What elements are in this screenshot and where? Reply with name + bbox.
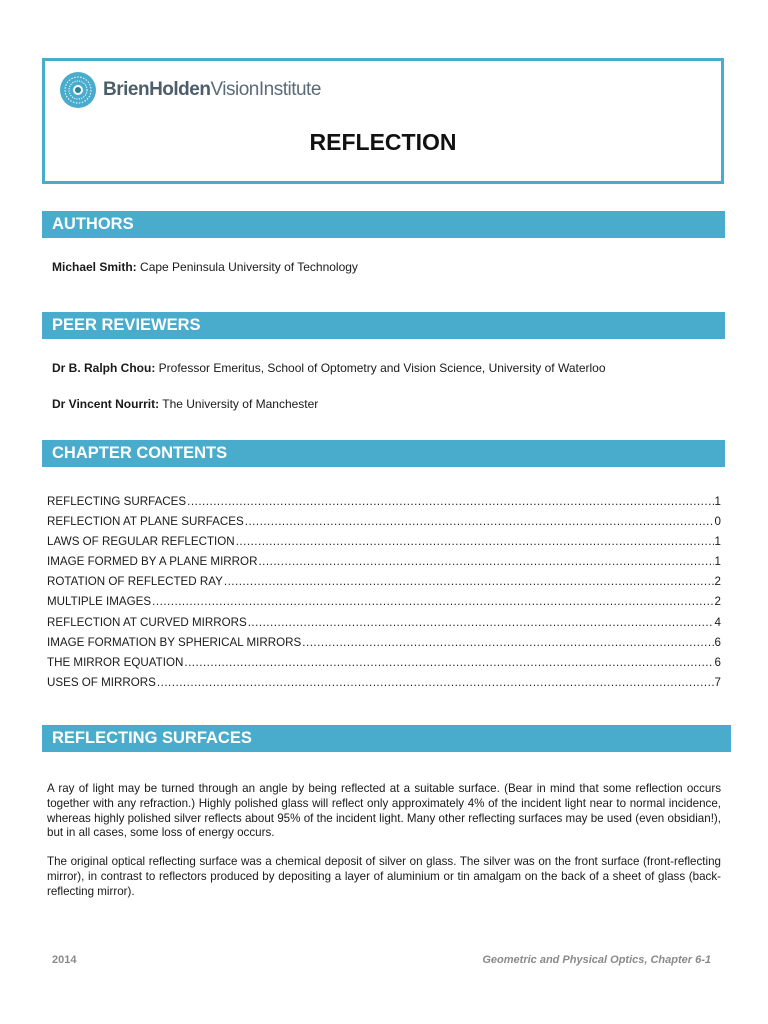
- toc-entry[interactable]: IMAGE FORMED BY A PLANE MIRROR ..... 1: [47, 555, 721, 575]
- reviewer-line: Dr Vincent Nourrit: The University of Manchester: [52, 397, 319, 411]
- footer-year: 2014: [52, 954, 77, 966]
- document-title: REFLECTION: [309, 129, 457, 155]
- toc-entry[interactable]: THE MIRROR EQUATION ..... 6: [47, 656, 721, 676]
- chapter-contents-heading: CHAPTER CONTENTS: [42, 440, 725, 467]
- reflecting-surfaces-heading: REFLECTING SURFACES: [42, 725, 731, 752]
- reviewer-line: Dr B. Ralph Chou: Professor Emeritus, School of Optometry and Vision Science, University of Waterloo: [52, 361, 606, 375]
- title-box: [42, 58, 724, 184]
- toc-entry[interactable]: ROTATION OF REFLECTED RAY ..... 2: [47, 575, 721, 595]
- body-paragraph: The original optical reflecting surface was a chemical deposit of silver on glass. The silver was on the front surface (front-reflecting mirror), in contrast to reflectors produced by depositing a layer of aluminium or tin amalgam on the back of a sheet of glass (back-reflecting mirror).: [47, 855, 721, 898]
- author-line: Michael Smith: Cape Peninsula University of Technology: [52, 260, 358, 274]
- toc-entry[interactable]: REFLECTION AT PLANE SURFACES ..... 0: [47, 515, 721, 535]
- logo-text: BrienHoldenVisionInstitute: [103, 79, 321, 100]
- body-paragraph: A ray of light may be turned through an angle by being reflected at a suitable surface. (Bear in mind that some reflection occurs together with any refraction.) Highly polished glass will reflect only approximately 4% of the incident light near to normal incidence, whereas highly polished silver reflects about 95% of the incident light. Many other reflecting surfaces may be used (even obsidian!), but in all cases, some loss of energy occurs.: [47, 782, 721, 840]
- toc-entry[interactable]: LAWS OF REGULAR REFLECTION ..... 1: [47, 535, 721, 555]
- institute-logo: [59, 71, 321, 109]
- toc-entry[interactable]: REFLECTION AT CURVED MIRRORS ..... 4: [47, 616, 721, 636]
- toc-entry[interactable]: IMAGE FORMATION BY SPHERICAL MIRRORS ..... 6: [47, 636, 721, 656]
- toc-entry[interactable]: REFLECTING SURFACES ..... 1: [47, 495, 721, 515]
- eye-logo-icon: [59, 71, 97, 109]
- authors-heading: AUTHORS: [42, 211, 725, 238]
- peer-reviewers-heading: PEER REVIEWERS: [42, 312, 725, 339]
- table-of-contents: [47, 495, 721, 696]
- toc-entry[interactable]: MULTIPLE IMAGES ..... 2: [47, 595, 721, 615]
- footer-book-title: Geometric and Physical Optics, Chapter 6-1: [482, 954, 711, 966]
- toc-entry[interactable]: USES OF MIRRORS ..... 7: [47, 676, 721, 696]
